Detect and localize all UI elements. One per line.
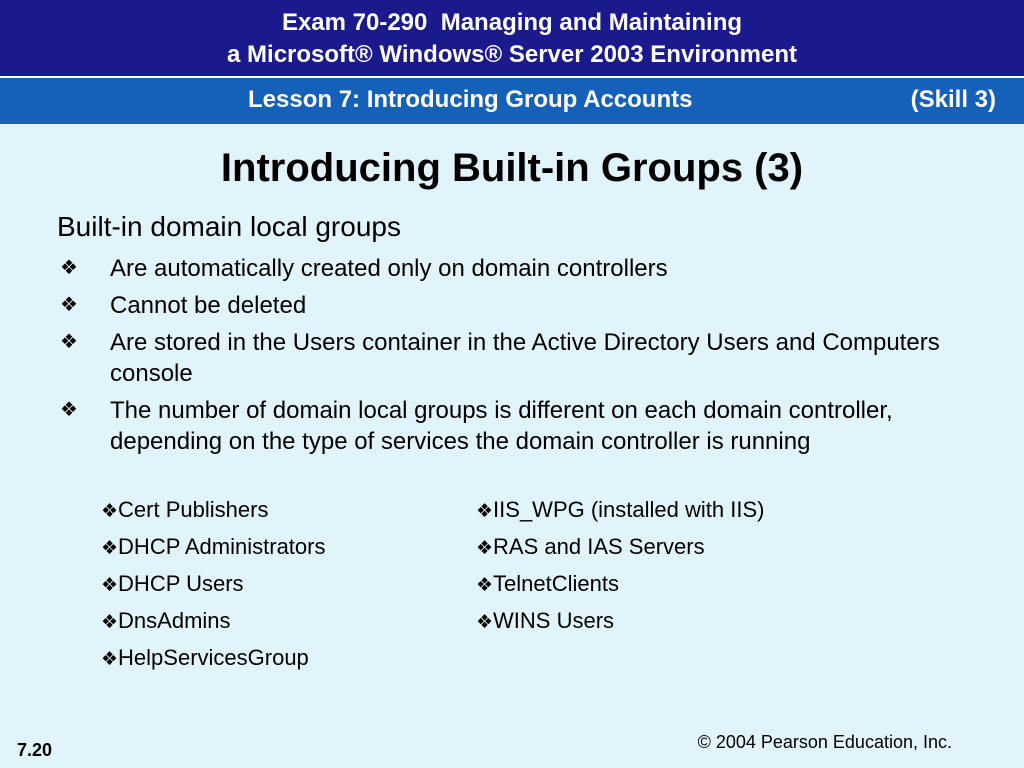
- exam-title-line-2: a Microsoft® Windows® Server 2003 Environment: [227, 41, 797, 68]
- group-name: TelnetClients: [493, 571, 619, 596]
- bullet-item: [60, 290, 1000, 321]
- group-item: [476, 605, 764, 642]
- group-name: RAS and IAS Servers: [493, 534, 705, 559]
- lesson-bar: [0, 78, 1024, 124]
- bullet-text: Cannot be deleted: [110, 292, 307, 319]
- group-name: HelpServicesGroup: [118, 645, 309, 670]
- diamond-bullet-icon: ❖: [101, 649, 119, 670]
- group-name: WINS Users: [493, 608, 615, 633]
- bullet-text: Are automatically created only on domain controllers: [110, 255, 668, 282]
- group-name: Cert Publishers: [118, 497, 269, 522]
- lesson-title: Lesson 7: Introducing Group Accounts: [248, 86, 693, 113]
- bullet-text: Are stored in the Users container in the Active Directory Users and Computers console: [110, 329, 940, 387]
- bullet-item: [60, 253, 1000, 284]
- diamond-bullet-icon: ❖: [476, 501, 494, 522]
- diamond-bullet-icon: ❖: [101, 501, 119, 522]
- group-name: IIS_WPG (installed with IIS): [493, 497, 765, 522]
- diamond-bullet-icon: ❖: [101, 612, 119, 633]
- diamond-bullet-icon: ❖: [476, 575, 494, 596]
- groups-list-right: [476, 494, 764, 642]
- bullet-text: The number of domain local groups is different on each domain controller, depending on the type of services the domain controller is running: [110, 397, 893, 455]
- group-item: [476, 494, 764, 531]
- group-item: [476, 531, 764, 568]
- page-number: 7.20: [17, 740, 53, 760]
- copyright-notice: © 2004 Pearson Education, Inc.: [697, 732, 952, 752]
- diamond-bullet-icon: ❖: [60, 331, 78, 353]
- bullet-item: [60, 395, 1000, 457]
- bullet-list: [60, 253, 1000, 463]
- group-item: [476, 568, 764, 605]
- groups-list-left: [101, 494, 325, 679]
- slide-title: Introducing Built-in Groups (3): [220, 146, 804, 190]
- group-item: [101, 568, 325, 605]
- group-name: DHCP Administrators: [118, 534, 326, 559]
- diamond-bullet-icon: ❖: [101, 575, 119, 596]
- group-name: DHCP Users: [118, 571, 244, 596]
- exam-header: [0, 0, 1024, 76]
- diamond-bullet-icon: ❖: [476, 612, 494, 633]
- exam-title-line-1: Exam 70-290 Managing and Maintaining: [281, 9, 743, 36]
- diamond-bullet-icon: ❖: [60, 399, 78, 421]
- group-item: [101, 605, 325, 642]
- diamond-bullet-icon: ❖: [60, 257, 78, 279]
- diamond-bullet-icon: ❖: [101, 538, 119, 559]
- group-item: [101, 531, 325, 568]
- skill-label: (Skill 3): [910, 86, 996, 113]
- slide-subheading: Built-in domain local groups: [57, 211, 401, 242]
- bullet-item: [60, 327, 1000, 389]
- group-item: [101, 642, 325, 679]
- diamond-bullet-icon: ❖: [60, 294, 78, 316]
- group-name: DnsAdmins: [118, 608, 231, 633]
- group-item: [101, 494, 325, 531]
- diamond-bullet-icon: ❖: [476, 538, 494, 559]
